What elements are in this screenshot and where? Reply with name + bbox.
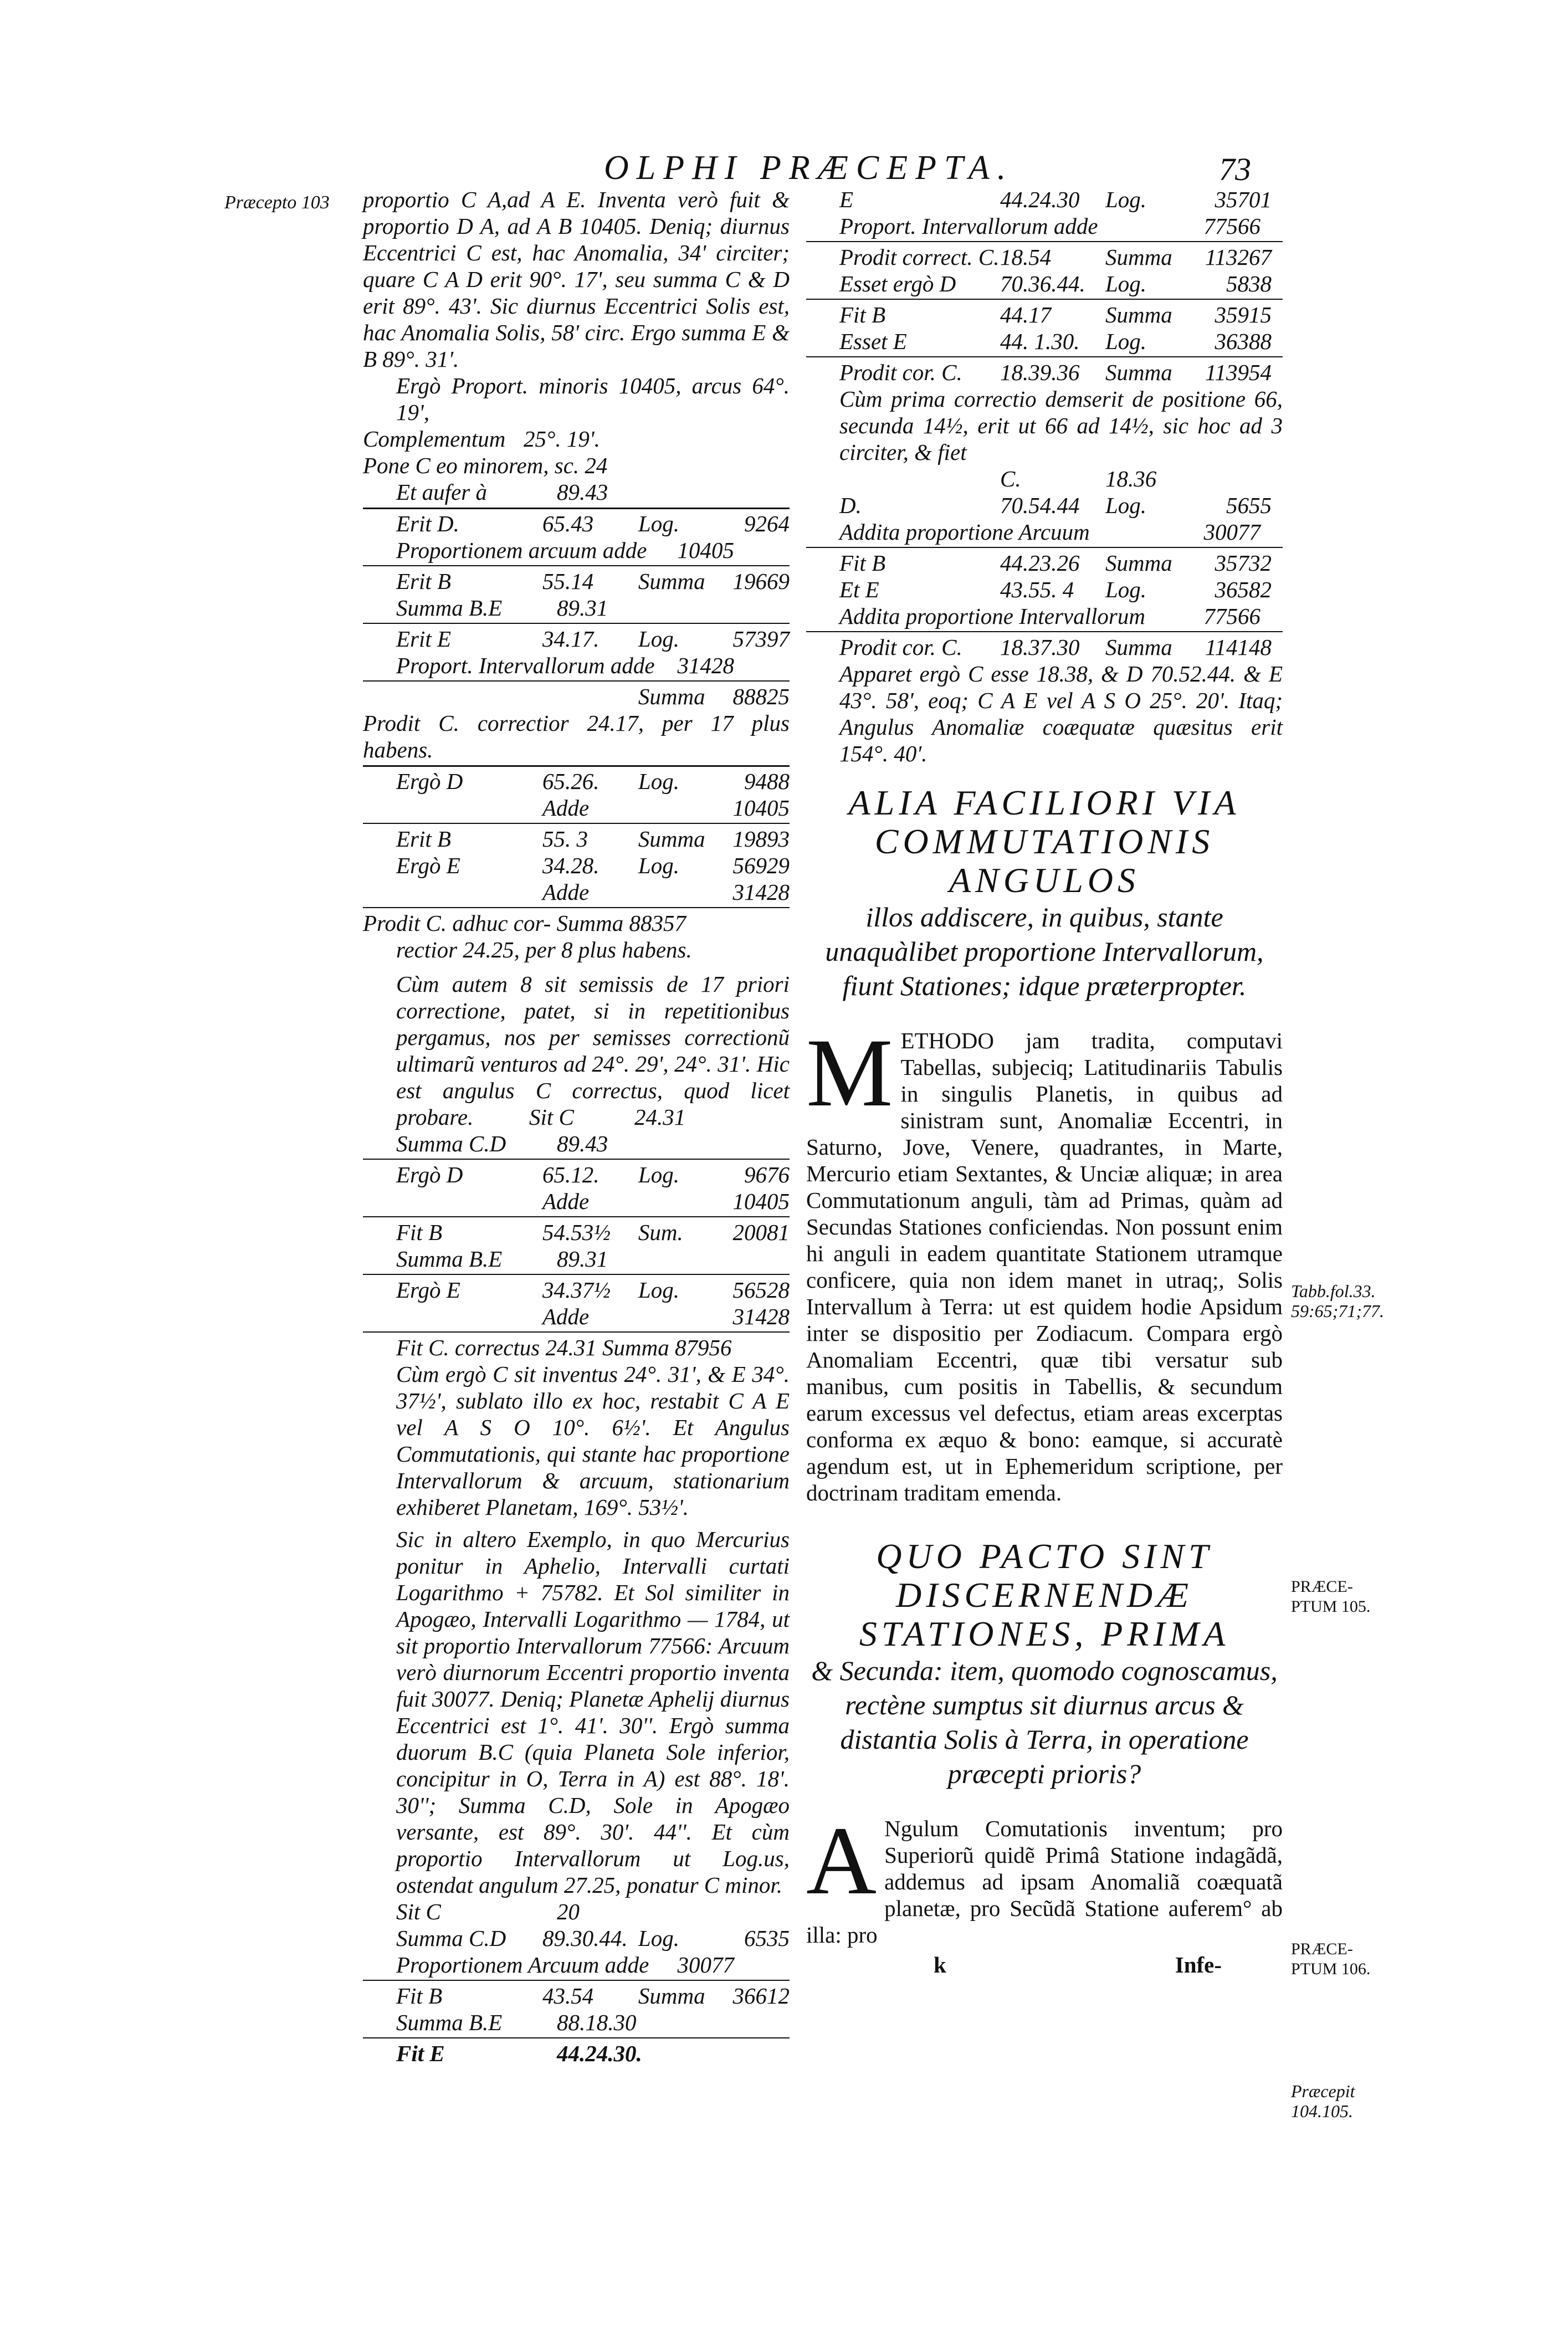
cell: Proport. Intervallorum adde: [396, 653, 655, 678]
cell: 57397: [732, 626, 790, 652]
rule: [363, 1980, 790, 1981]
sic-in-paragraph: Sic in altero Exemplo, in quo Mercurius ponitur in Aphelio, Intervalli curtati Logarithmo + 75782. Et Sol similiter in Apogæo, Intervalli Logarithmo — 1784, ut sit proportio Intervallorum 77566: Arcuum verò diurnorum Eccentri proportio inventa fuit 30077. Deniq; Planetæ Aphelij diurnus Eccentrici est 1°. 41'. 30''. Ergò summa duorum B.C (quia Planeta Sole inferior, concipitur in O, Terra in A) est 88°. 18'. 30''; Summa C.D, Sole in Apogæo versante, est 89°. 30'. 44''. Et cùm proportio Intervallorum ut Log.us, ostendat angulum 27.25, ponatur C minor.: [396, 1526, 790, 1898]
calc-row: [363, 1130, 790, 1157]
cell: Log.: [1105, 187, 1147, 212]
cell: Proportionem Arcuum adde: [396, 1952, 649, 1978]
cell: Sum.: [638, 1220, 683, 1245]
cell: Fit B: [396, 1220, 443, 1245]
cell: 56528: [732, 1277, 790, 1303]
rule: [363, 823, 790, 824]
cell: E: [839, 187, 854, 212]
cell: D.: [839, 493, 862, 518]
cell: 9264: [744, 511, 790, 536]
cell: 36612: [732, 1983, 790, 2009]
cell: Erit E: [396, 626, 452, 652]
calc-row: [806, 634, 1283, 660]
cell: 36388: [1215, 329, 1272, 354]
calc-row: [363, 879, 790, 905]
cell: 89.31: [557, 595, 608, 621]
section-heading-1b: COMMUTATIONIS ANGULOS: [874, 822, 1215, 900]
cell: 35732: [1215, 550, 1272, 576]
cell: Prodit cor. C.: [839, 360, 962, 385]
cell: Adde: [542, 795, 590, 821]
calc-row: [806, 550, 1283, 576]
rule: [363, 1159, 790, 1160]
calc-row: [806, 465, 1283, 492]
cell: Summa: [638, 568, 705, 594]
cell: 43.55. 4: [1000, 577, 1074, 602]
rule: [363, 765, 790, 767]
calc-row: [363, 1951, 790, 1978]
cell: 18.39.36: [1000, 360, 1080, 385]
cell: Summa: [1105, 244, 1172, 270]
cell: Log.: [638, 1162, 679, 1187]
cell: 9488: [744, 769, 790, 794]
cell: Esset ergò D: [839, 271, 956, 296]
cell: 70.36.44.: [1000, 271, 1085, 296]
cell: Adde: [542, 1189, 590, 1214]
cell: Fit B: [396, 1983, 443, 2009]
cell: Fit E: [396, 2041, 445, 2066]
margin-note-precepit-b: 104.105.: [1291, 2101, 1353, 2121]
calc-row: [363, 1277, 790, 1303]
calc-row: [363, 2040, 790, 2067]
calc-block-1: [363, 510, 790, 710]
cell: Log.: [638, 1277, 679, 1303]
cell: 44. 1.30.: [1000, 329, 1080, 354]
margin-note-precepit-a: Præcepit: [1291, 2081, 1355, 2101]
calc-row: [806, 244, 1283, 270]
calc-row: [363, 826, 790, 852]
cell: Fit B: [839, 550, 886, 576]
catchword: Infe-: [1175, 1952, 1222, 1978]
left-column: [363, 186, 790, 2067]
cum-autem-paragraph: Cùm autem 8 sit semissis de 17 priori correctione, patet, si in repetitionibus pergamus, nos per semisses correctionũ ultimarũ venturos ad 24°. 29', 24°. 31'. Hic est angulus C correctus, quod licet probare.: [396, 971, 790, 1130]
cell: Log.: [638, 853, 679, 878]
section-subheading-1: illos addiscere, in quibus, stante unaquàlibet proportione Intervallorum, fiunt Stationes; idque præterpropter.: [825, 901, 1264, 1001]
cell: 65.12.: [542, 1162, 599, 1187]
cell: 35701: [1215, 187, 1272, 212]
calc-row: [363, 1219, 790, 1246]
cell: 54.53½: [542, 1220, 611, 1245]
cell: Proportionem arcuum adde: [396, 537, 647, 563]
cell: 31428: [732, 879, 790, 905]
pone-line: Pone C eo minorem, sc. 24: [363, 453, 608, 478]
right-column: [806, 186, 1283, 1978]
margin-note-precept-105-b: PTUM 105.: [1291, 1597, 1371, 1616]
cell: Log.: [1105, 329, 1147, 354]
cell: 10405: [732, 1189, 790, 1214]
calc-block-3: [363, 1130, 790, 1330]
calc-row: [363, 595, 790, 621]
calc-row: [363, 1898, 790, 1925]
cell: 20: [557, 1899, 580, 1924]
cell: 19893: [732, 826, 790, 852]
cell: Adde: [542, 879, 590, 905]
cell: 18.37.30: [1000, 634, 1080, 660]
prodit-line-1: Prodit C. correctior 24.17, per 17 plus habens.: [363, 710, 790, 762]
cell: 9676: [744, 1162, 790, 1187]
calc-block-4: [363, 1898, 790, 2067]
cell: C.: [1000, 466, 1021, 491]
cell: Summa C.D: [396, 1925, 506, 1951]
rule: [806, 547, 1283, 548]
cell: Sit C: [396, 1899, 441, 1924]
rule: [363, 508, 790, 509]
cell: Erit B: [396, 568, 452, 594]
left-ergo-line: Ergò Proport. minoris 10405, arcus 64°. 19',: [396, 373, 790, 425]
rule: [806, 241, 1283, 242]
drop-cap-a: A: [806, 1807, 877, 1915]
calc-row: [363, 795, 790, 821]
cum-prima-paragraph: Cùm prima correctio demserit de positione 66, secunda 14½, erit ut 66 ad 14½, sic hoc ad 3 circiter, & fiet: [839, 386, 1283, 465]
cell: 55. 3: [542, 826, 588, 852]
cell: Summa: [1105, 550, 1172, 576]
calc-block-right-1: [806, 186, 1283, 386]
rule: [363, 1274, 790, 1275]
cell: 113267: [1205, 244, 1272, 270]
cell: 36582: [1215, 577, 1272, 602]
section-heading-1: ALIA FACILIORI VIA: [848, 783, 1241, 822]
cell: Summa: [638, 1983, 705, 2009]
cell: 56929: [732, 853, 790, 878]
cell: 6535: [744, 1925, 790, 1951]
aufer-value: 89.43: [557, 479, 608, 505]
rule: [363, 907, 790, 908]
apparet-paragraph: Apparet ergò C esse 18.38, & D 70.52.44. & E 43°. 58', eoq; C A E vel A S O 25°. 20'. Itaq; Angulus Anomaliæ coæquatæ quæsitus erit 154°. 40'.: [839, 661, 1283, 766]
cell: 18.54: [1000, 244, 1052, 270]
paragraph-methodo: [806, 1019, 1283, 1506]
sit-c-value: 24.31: [634, 1104, 686, 1130]
cell: 89.30.44.: [542, 1925, 628, 1951]
cell: 65.43: [542, 511, 594, 536]
calc-row: [363, 537, 790, 564]
section-subheading-2: & Secunda: item, quomodo cognoscamus, rectène sumptus sit diurnus arcus & distantia Solis à Terra, in operatione præcepti prioris?: [811, 1655, 1278, 1789]
cell: Prodit correct. C.: [839, 244, 1000, 270]
cell: 20081: [732, 1220, 790, 1245]
cell: Prodit cor. C.: [839, 634, 962, 660]
cell: 31428: [732, 1304, 790, 1329]
calc-row: [363, 2009, 790, 2036]
cell: 44.17: [1000, 302, 1052, 327]
calc-row: [806, 603, 1283, 629]
cell: 43.54: [542, 1983, 594, 2009]
cell: 10405: [732, 795, 790, 821]
cell: 88825: [732, 684, 790, 709]
sit-c-row: [529, 1104, 790, 1130]
cell: Log.: [638, 1925, 679, 1951]
prodit-line-2b: rectior 24.25, per 8 plus habens.: [396, 937, 692, 962]
calc-row: [806, 519, 1283, 545]
cell: 114148: [1205, 634, 1272, 660]
paragraph-methodo-text: ETHODO jam tradita, computavi Tabellas, subjeciq; Latitudinariis Tabulis in singulis Planetis, in quibus ad sinistram sunt, Anomaliæ Eccentri, in Saturno, Jove, Venere, quadrantes, in Marte, Mercurio etiam Sextantes, & Unciæ aliquæ; in area Commutationum anguli, tàm ad Primas, quàm ad Secundas Stationes conficiendas. Non possunt enim hi anguli in eadem quantitate Stationem utramque conficere, quia non idem manet in utraq;, Solis Intervallum à Terra: ut est quidem hodie Apsidum inter se dispositio per Zodiacum. Compara ergò Anomaliam Eccentri, quæ tibi versatur sub manibus, cum positis in Tabellis, & secundum earum excessus vel defectus, etiam areas excerptas conforma ex æquo & bono: eamque, si accuratè agendum est, ut in Ephemeridum scriptione, per doctrinam traditam emenda.: [806, 1028, 1283, 1505]
running-head: OLPHI PRÆCEPTA.: [604, 149, 1014, 187]
calc-row: [806, 328, 1283, 355]
cell: Log.: [638, 626, 679, 652]
left-intro-paragraph: proportio C A,ad A E. Inventa verò fuit & proportio D A, ad A B 10405. Deniq; diurnus Eccentrici C est, hac Anomalia, 34' circiter; quare C A D erit 90°. 17', seu summa C & D erit 89°. 43'. Sic diurnus Eccentrici Solis est, hac Anomalia Solis, 58' circ. Ergo summa E & B 89°. 31'.: [363, 187, 790, 372]
complementum-row: [363, 426, 790, 452]
margin-note-precept-106-a: PRÆCE-: [1291, 1940, 1353, 1958]
margin-note-precepit: [1291, 2081, 1355, 2121]
margin-note-precept-105: [1291, 1577, 1370, 1617]
margin-note-precept-105-a: PRÆCE-: [1291, 1577, 1353, 1596]
cell: Summa: [1105, 360, 1172, 385]
cell: Erit B: [396, 826, 452, 852]
rule: [806, 299, 1283, 300]
cell: Log.: [1105, 271, 1147, 296]
cell: Log.: [638, 511, 679, 536]
calc-row: [806, 213, 1283, 239]
cell: 70.54.44: [1000, 493, 1080, 518]
cell: Fit B: [839, 302, 886, 327]
paragraph-angulum-text: Ngulum Comutationis inventum; pro Superiorũ quidẽ Primâ Statione indagãdã, addemus ad ipsam Anomaliã coæquatã planetæ, pro Secũdã Statione auferem° ab illa: pro: [806, 1816, 1283, 1948]
cell: 5655: [1226, 493, 1272, 518]
cell: Proport. Intervallorum adde: [839, 213, 1098, 239]
cell: 10405: [677, 537, 734, 563]
calc-row: [363, 768, 790, 795]
calc-row: [363, 626, 790, 652]
cell: 34.28.: [542, 853, 599, 878]
signature-mark: k: [934, 1952, 946, 1978]
calc-row: [363, 1246, 790, 1272]
cell: Summa: [1105, 634, 1172, 660]
cell: 55.14: [542, 568, 594, 594]
drop-cap-m: M: [806, 1019, 893, 1127]
calc-row: [363, 568, 790, 595]
calc-row: [363, 1188, 790, 1215]
calc-block-right-2: [806, 465, 1283, 660]
rule: [806, 631, 1283, 632]
calc-row: [363, 1303, 790, 1330]
cell: Ergò E: [396, 853, 460, 878]
cell: Summa: [638, 826, 705, 852]
margin-note-tables-a: Tabb.fol.33.: [1291, 1281, 1376, 1301]
margin-note-precept-103: Præcepto 103: [224, 192, 330, 213]
rule: [363, 680, 790, 682]
cell: 77566: [1203, 213, 1260, 239]
cell: 89.43: [557, 1131, 608, 1156]
sit-c-label: Sit C: [529, 1104, 574, 1130]
cell: 30077: [1203, 519, 1260, 545]
cell: Summa: [1105, 302, 1172, 327]
cell: 5838: [1226, 271, 1272, 296]
calc-row: [363, 1161, 790, 1188]
rule: [363, 623, 790, 624]
cell: Ergò D: [396, 769, 463, 794]
calc-row: [806, 270, 1283, 297]
calc-block-2: [363, 768, 790, 905]
calc-row: [806, 186, 1283, 213]
cum-ergo-paragraph: Cùm ergò C sit inventus 24°. 31', & E 34°. 37½', sublato illo ex hoc, restabit C A E vel A S O 10°. 6½'. Et Angulus Commutationis, qui stante hac proportione Intervallorum & arcuum, stationarium exhiberet Planetam, 169°. 53½'.: [396, 1361, 790, 1520]
rule: [363, 1331, 790, 1333]
cell: 34.37½: [542, 1277, 611, 1303]
paragraph-angulum: [806, 1807, 1283, 1948]
margin-note-precept-106: [1291, 1939, 1370, 1979]
cell: Addita proportione Intervallorum: [839, 603, 1145, 629]
cell: 65.26.: [542, 769, 599, 794]
margin-note-tables-b: 59:65;71;77.: [1291, 1301, 1384, 1321]
prodit-line-2a: Prodit C. adhuc cor- Summa 88357: [363, 910, 686, 936]
cell: 89.31: [557, 1246, 608, 1272]
cell: Esset E: [839, 329, 907, 354]
aufer-row: [363, 479, 790, 505]
cell: Log.: [1105, 577, 1147, 602]
cell: 77566: [1203, 603, 1260, 629]
cell: Log.: [1105, 493, 1147, 518]
cell: 44.24.30: [1000, 187, 1080, 212]
cell: 19669: [732, 568, 790, 594]
aufer-label: Et aufer à: [396, 479, 487, 505]
cell: 88.18.30: [557, 2010, 637, 2035]
cell: Summa B.E: [396, 2010, 503, 2035]
cell: 18.36: [1105, 466, 1157, 491]
cell: 35915: [1215, 302, 1272, 327]
cell: 34.17.: [542, 626, 599, 652]
cell: Et E: [839, 577, 879, 602]
cell: 31428: [677, 653, 734, 678]
cell: Summa B.E: [396, 595, 503, 621]
calc-row: [806, 301, 1283, 328]
complementum-value: 25°. 19'.: [524, 426, 600, 452]
rule: [363, 2037, 790, 2038]
complementum-label: Complementum: [363, 426, 506, 452]
cell: Log.: [638, 769, 679, 794]
cell: Summa C.D: [396, 1131, 506, 1156]
page-number: 73: [1219, 151, 1251, 187]
cell: Ergò D: [396, 1162, 463, 1187]
calc-row: [363, 683, 790, 710]
cell: 44.24.30.: [557, 2041, 642, 2066]
calc-row: [363, 510, 790, 537]
calc-row: [806, 359, 1283, 386]
cell: Addita proportione Arcuum: [839, 519, 1090, 545]
cell: Adde: [542, 1304, 590, 1329]
cell: Summa: [638, 684, 705, 709]
section-heading-2: QUO PACTO SINT DISCERNENDÆ STATIONES, PRIMA: [859, 1536, 1230, 1653]
signature-line: [806, 1951, 1283, 1978]
calc-row: [806, 576, 1283, 603]
cell: Erit D.: [396, 511, 459, 536]
calc-row: [363, 1925, 790, 1951]
calc-row: [363, 1983, 790, 2009]
rule: [363, 1216, 790, 1217]
rule: [363, 565, 790, 566]
rule: [806, 356, 1283, 357]
calc-row: [363, 852, 790, 879]
cell: Summa B.E: [396, 1246, 503, 1272]
margin-note-precept-106-b: PTUM 106.: [1291, 1960, 1371, 1978]
cell: 30077: [677, 1952, 734, 1978]
calc-row: [363, 652, 790, 679]
margin-note-tables: [1291, 1281, 1384, 1321]
cell: 44.23.26: [1000, 550, 1080, 576]
calc-row: [806, 492, 1283, 519]
fit-c-line: Fit C. correctus 24.31 Summa 87956: [396, 1335, 732, 1360]
cell: 113954: [1205, 360, 1272, 385]
cell: Ergò E: [396, 1277, 460, 1303]
